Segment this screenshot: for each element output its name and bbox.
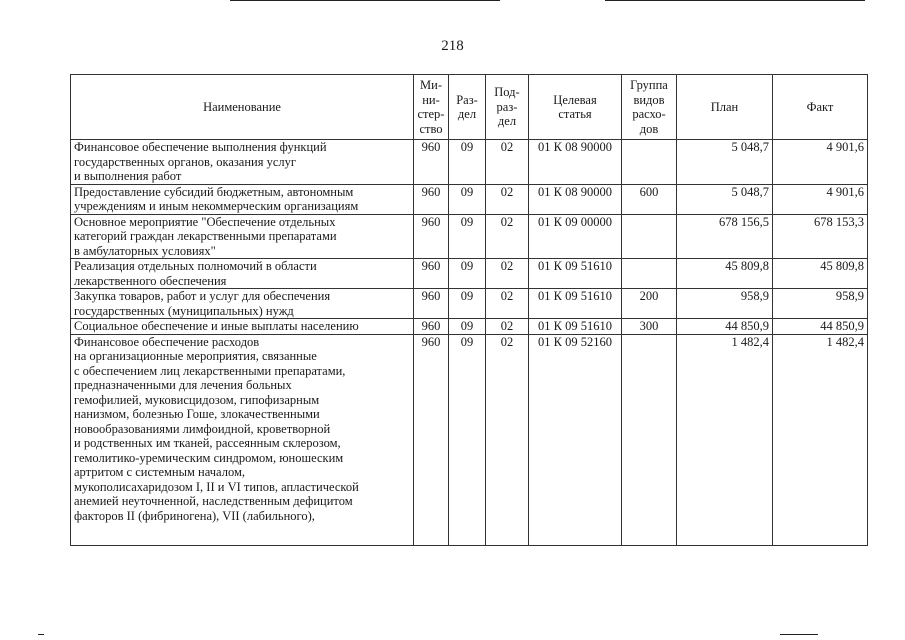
row-plan: 45 809,8 xyxy=(677,259,773,289)
top-scan-rule-right xyxy=(605,0,865,1)
row-fact: 1 482,4 xyxy=(773,334,868,545)
row-subsection: 02 xyxy=(486,214,529,259)
row-name: Основное мероприятие "Обеспечение отдельных категорий граждан лекарственными препаратами в амбулаторных условиях" xyxy=(71,214,414,259)
table-row xyxy=(71,289,868,319)
row-name: Социальное обеспечение и иные выплаты населению xyxy=(71,319,414,335)
row-group: 300 xyxy=(622,319,677,335)
table-row xyxy=(71,140,868,185)
row-ministry: 960 xyxy=(414,214,449,259)
row-plan: 5 048,7 xyxy=(677,140,773,185)
row-subsection: 02 xyxy=(486,259,529,289)
budget-table xyxy=(70,74,868,546)
row-plan: 1 482,4 xyxy=(677,334,773,545)
row-fact: 4 901,6 xyxy=(773,184,868,214)
header-name: Наименование xyxy=(71,75,414,140)
row-fact: 958,9 xyxy=(773,289,868,319)
row-name: Финансовое обеспечение выполнения функций государственных органов, оказания услуг и выполнения работ xyxy=(71,140,414,185)
row-subsection: 02 xyxy=(486,184,529,214)
row-section: 09 xyxy=(449,184,486,214)
table-row xyxy=(71,334,868,545)
row-target: 01 К 09 51610 xyxy=(529,319,622,335)
row-target: 01 К 08 90000 xyxy=(529,184,622,214)
row-ministry: 960 xyxy=(414,184,449,214)
row-name: Предоставление субсидий бюджетным, автономным учреждениям и иным некоммерческим организациям xyxy=(71,184,414,214)
table-header-row xyxy=(71,75,868,140)
row-name: Реализация отдельных полномочий в области лекарственного обеспечения xyxy=(71,259,414,289)
row-ministry: 960 xyxy=(414,319,449,335)
row-section: 09 xyxy=(449,259,486,289)
row-fact: 44 850,9 xyxy=(773,319,868,335)
table-row xyxy=(71,319,868,335)
row-group xyxy=(622,259,677,289)
row-group xyxy=(622,214,677,259)
header-target-item: Целевая статья xyxy=(529,75,622,140)
row-target: 01 К 08 90000 xyxy=(529,140,622,185)
row-ministry: 960 xyxy=(414,289,449,319)
table-row xyxy=(71,214,868,259)
row-fact: 45 809,8 xyxy=(773,259,868,289)
row-section: 09 xyxy=(449,140,486,185)
row-name: Финансовое обеспечение расходов на организационные мероприятия, связанные с обеспечением лиц лекарственными препаратами, предназначенными для лечения больных гемофилией, муковисцидозом, гипофизарным нанизмом, болезнью Гоше, злокачественными новообразованиями лимфоидной, кроветворной и родственных им тканей, рассеянным склерозом, гемолитико-уремическим синдромом, юношеским артритом с системным началом, мукополисахаридозом I, II и VI типов, апластической анемией неуточненной, наследственным дефицитом факторов II (фибриногена), VII (лабильного), xyxy=(71,334,414,545)
scan-mark-right xyxy=(780,634,818,635)
top-scan-rule-left xyxy=(230,0,500,1)
row-subsection: 02 xyxy=(486,140,529,185)
row-section: 09 xyxy=(449,319,486,335)
row-section: 09 xyxy=(449,214,486,259)
row-name: Закупка товаров, работ и услуг для обеспечения государственных (муниципальных) нужд xyxy=(71,289,414,319)
table-row xyxy=(71,184,868,214)
row-target: 01 К 09 51610 xyxy=(529,259,622,289)
row-target: 01 К 09 51610 xyxy=(529,289,622,319)
row-subsection: 02 xyxy=(486,334,529,545)
row-subsection: 02 xyxy=(486,319,529,335)
row-fact: 678 153,3 xyxy=(773,214,868,259)
row-section: 09 xyxy=(449,334,486,545)
row-subsection: 02 xyxy=(486,289,529,319)
row-section: 09 xyxy=(449,289,486,319)
page-number: 218 xyxy=(441,38,464,54)
header-plan: План xyxy=(677,75,773,140)
row-plan: 5 048,7 xyxy=(677,184,773,214)
row-ministry: 960 xyxy=(414,259,449,289)
row-fact: 4 901,6 xyxy=(773,140,868,185)
row-plan: 678 156,5 xyxy=(677,214,773,259)
header-section: Раз- дел xyxy=(449,75,486,140)
row-group xyxy=(622,140,677,185)
row-ministry: 960 xyxy=(414,140,449,185)
row-target: 01 К 09 52160 xyxy=(529,334,622,545)
scan-mark-left xyxy=(38,634,44,635)
header-subsection: Под- раз- дел xyxy=(486,75,529,140)
row-target: 01 К 09 00000 xyxy=(529,214,622,259)
header-expense-group: Группа видов расхо- дов xyxy=(622,75,677,140)
row-group: 200 xyxy=(622,289,677,319)
header-ministry: Ми- ни- стер- ство xyxy=(414,75,449,140)
row-plan: 44 850,9 xyxy=(677,319,773,335)
table-row xyxy=(71,259,868,289)
header-fact: Факт xyxy=(773,75,868,140)
row-ministry: 960 xyxy=(414,334,449,545)
row-group xyxy=(622,334,677,545)
row-group: 600 xyxy=(622,184,677,214)
row-plan: 958,9 xyxy=(677,289,773,319)
